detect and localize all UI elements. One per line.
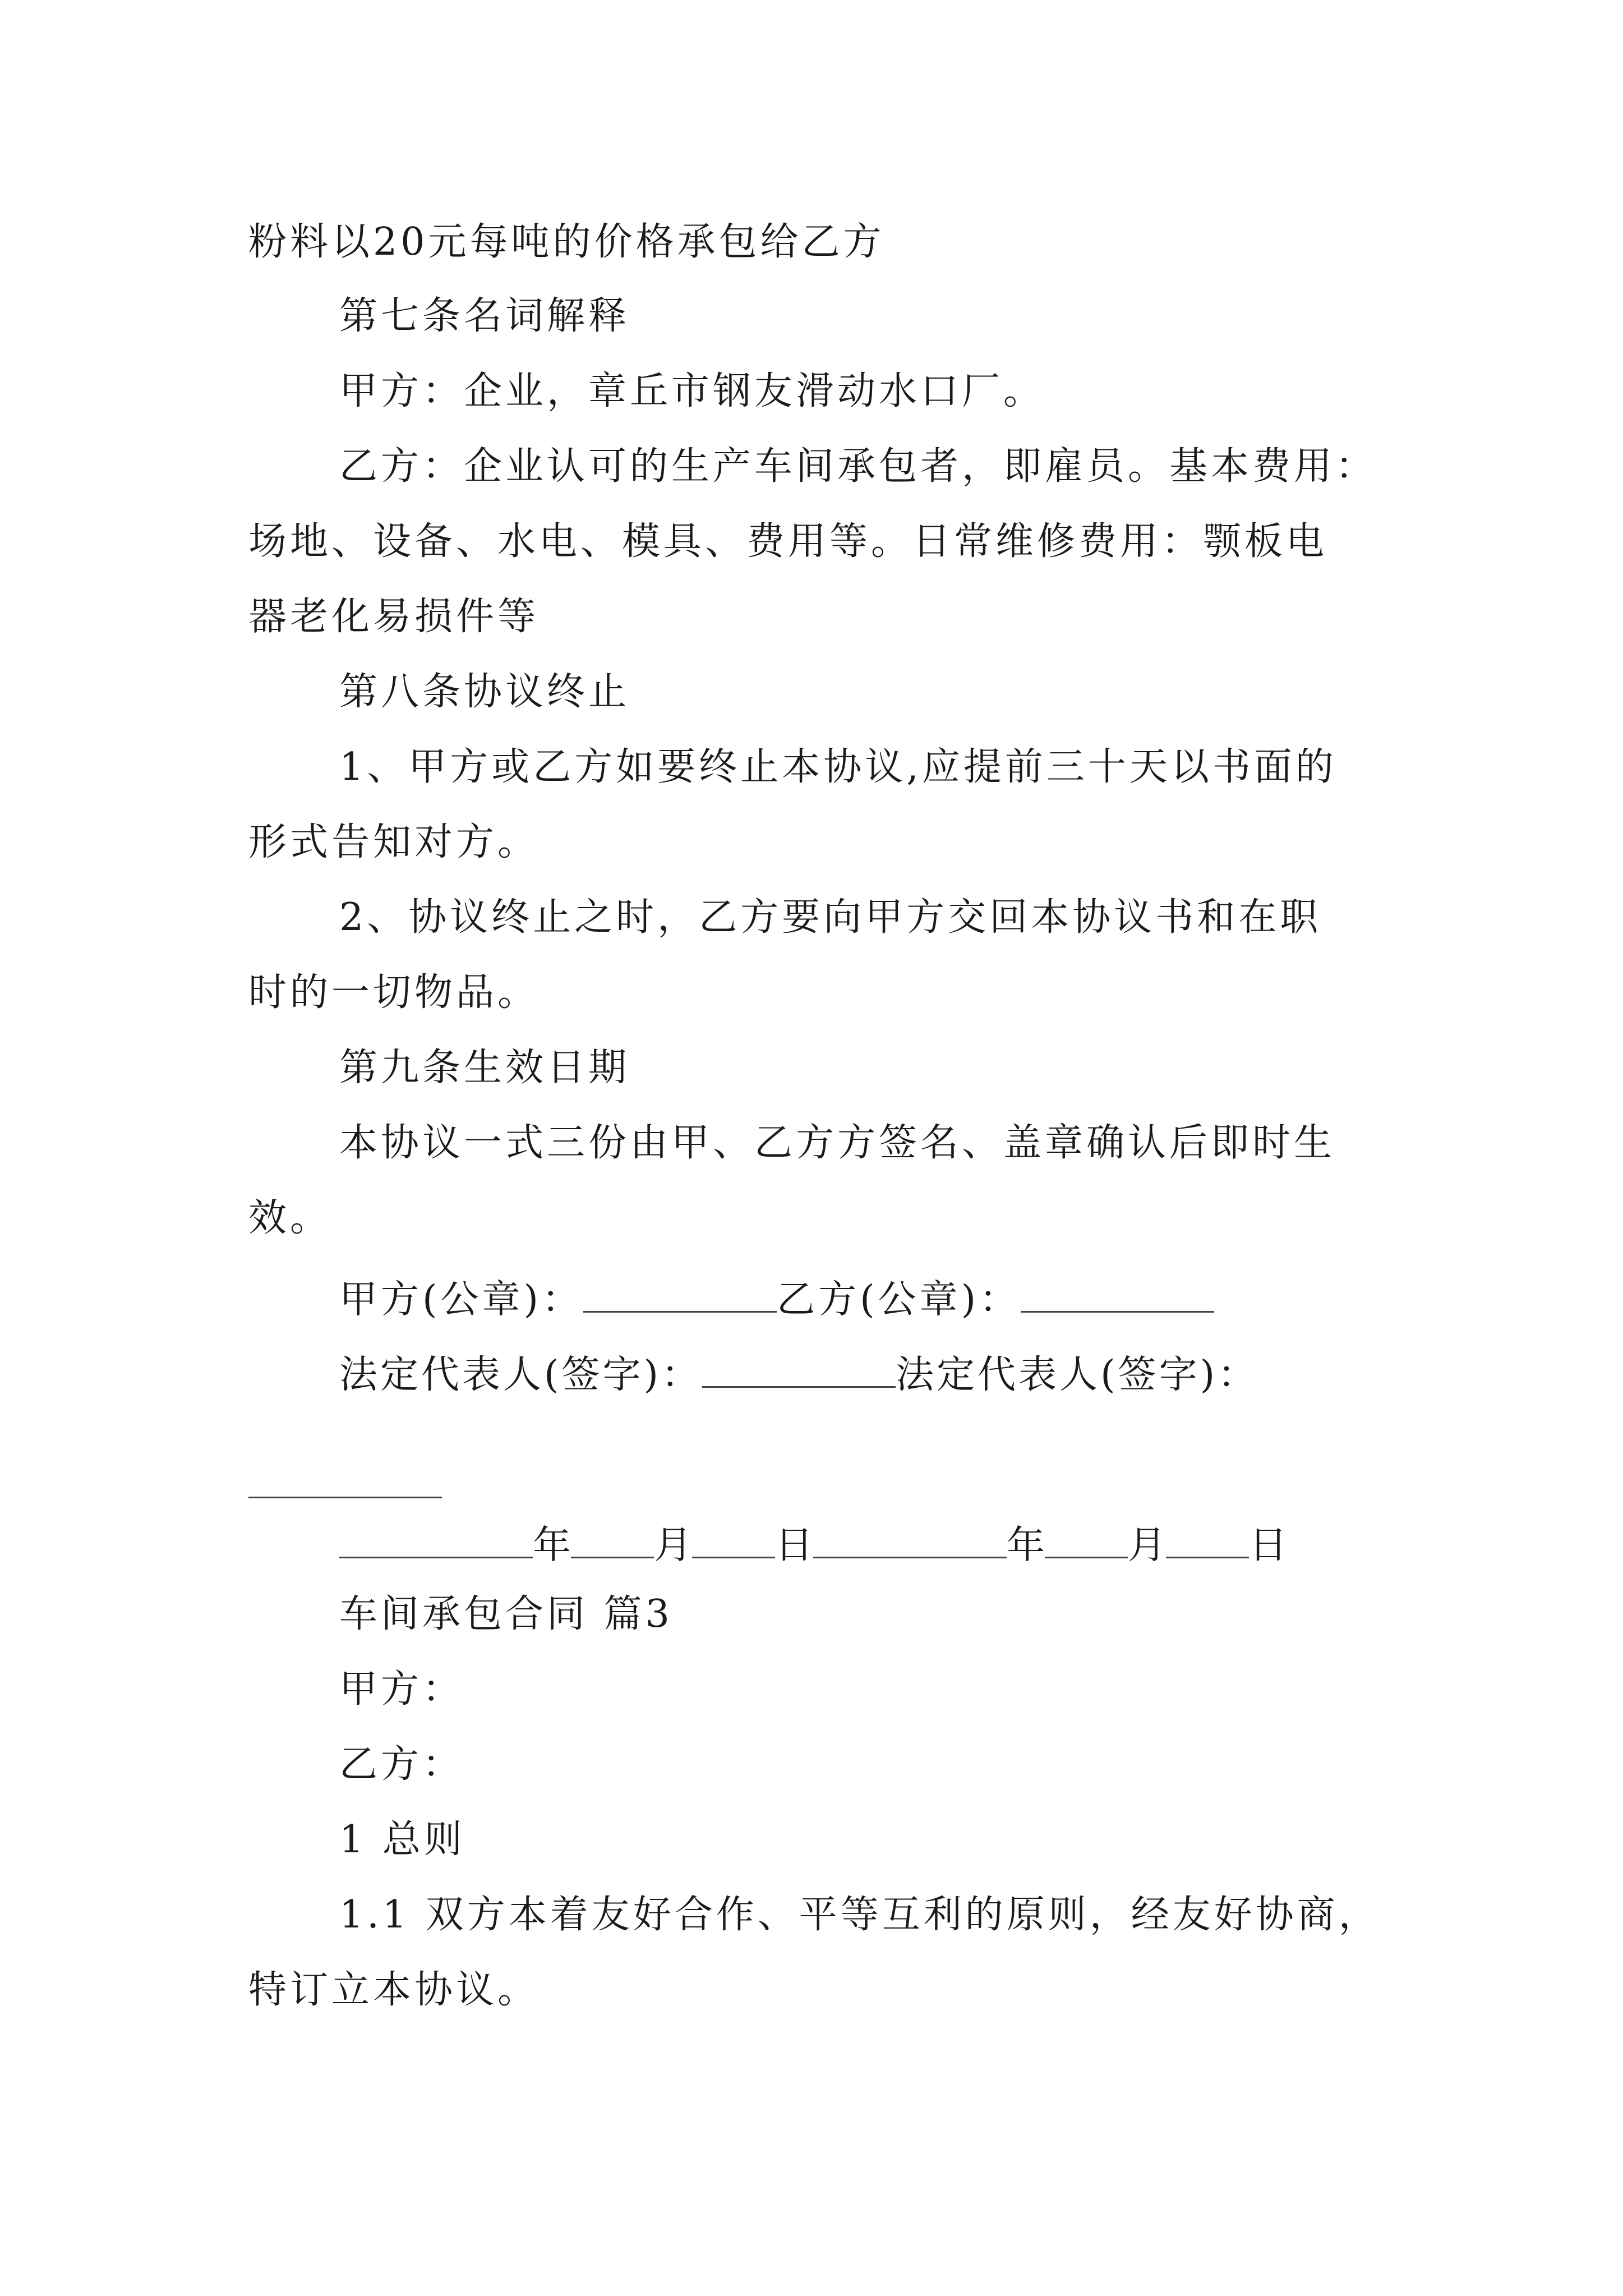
day-blank-a: [692, 1520, 775, 1558]
section-heading: 第七条名词解释: [339, 294, 630, 338]
text-line: 粉料以20元每吨的价格承包给乙方: [248, 220, 885, 264]
seal-line: [339, 1274, 1214, 1322]
month-label-b: 月: [1128, 1523, 1166, 1568]
rep-b-blank: [248, 1497, 442, 1498]
month-blank-b: [1045, 1520, 1128, 1558]
year-label-a: 年: [533, 1523, 571, 1568]
signature-line: [339, 1350, 1258, 1395]
party-a-line: 甲方：: [339, 1667, 464, 1711]
text-line: 2、协议终止之时，乙方要向甲方交回本协议书和在职: [339, 895, 1322, 940]
text-line: 器老化易损件等: [248, 595, 540, 639]
year-label-b: 年: [1007, 1523, 1045, 1568]
party-a-seal-label: 甲方(公章)：: [339, 1277, 584, 1322]
year-blank-a: [339, 1520, 533, 1558]
text-line: 时的一切物品。: [248, 970, 540, 1015]
text-line: 特订立本协议。: [248, 1968, 540, 2012]
rep-b-label: 法定代表人(签字)：: [896, 1352, 1259, 1397]
text-line: 场地、设备、水电、模具、费用等。日常维修费用：颚板电: [248, 519, 1328, 564]
month-blank-a: [571, 1520, 654, 1558]
date-line: [339, 1520, 1288, 1568]
day-label-b: 日: [1249, 1523, 1288, 1568]
text-line: 形式告知对方。: [248, 820, 540, 864]
section-heading: 第八条协议终止: [339, 670, 630, 714]
party-b-line: 乙方：: [339, 1742, 464, 1787]
contract-title: 车间承包合同 篇3: [339, 1592, 673, 1636]
text-line: 甲方：企业，章丘市钢友滑动水口厂。: [339, 369, 1045, 413]
text-line: 效。: [248, 1196, 332, 1240]
party-a-seal-blank: [583, 1274, 777, 1313]
rep-a-label: 法定代表人(签字)：: [339, 1352, 703, 1397]
text-line: 1、甲方或乙方如要终止本协议,应提前三十天以书面的: [339, 745, 1337, 789]
month-label-a: 月: [654, 1523, 693, 1568]
section-heading: 第九条生效日期: [339, 1046, 630, 1090]
text-line: 1.1 双方本着友好合作、平等互利的原则，经友好协商，: [339, 1893, 1380, 1937]
year-blank-b: [813, 1520, 1007, 1558]
rep-a-blank: [702, 1350, 896, 1388]
party-b-seal-blank: [1021, 1274, 1214, 1313]
party-b-seal-label: 乙方(公章)：: [777, 1277, 1021, 1322]
day-label-a: 日: [775, 1523, 814, 1568]
text-line: 本协议一式三份由甲、乙方方签名、盖章确认后即时生: [339, 1121, 1336, 1165]
day-blank-b: [1166, 1520, 1249, 1558]
section-heading: 1 总则: [339, 1818, 465, 1862]
text-line: 乙方：企业认可的生产车间承包者，即雇员。基本费用：: [339, 444, 1377, 489]
